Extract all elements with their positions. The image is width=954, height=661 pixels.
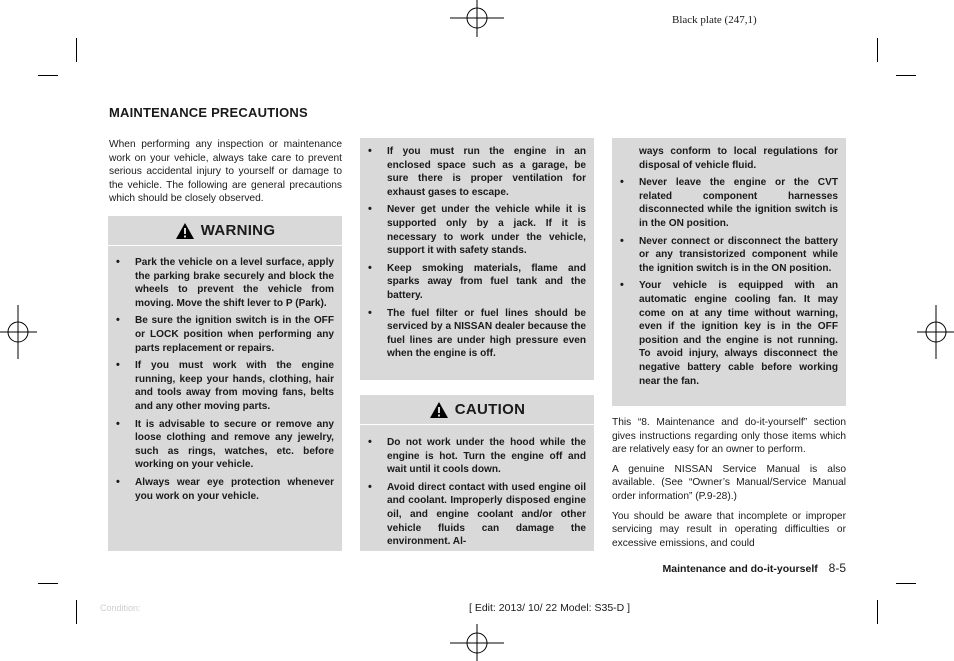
list-item: • The fuel filter or fuel lines should be serviced by a NISSAN dealer because the fuel lines are under high pressure even when the engine is off. (360, 307, 594, 361)
registration-mark-icon (0, 302, 38, 362)
warning-triangle-icon (175, 222, 195, 240)
page-number: 8-5 (828, 561, 846, 575)
crop-mark (877, 600, 878, 624)
list-item: • Never connect or disconnect the battery or any transistorized component while the ignition switch is in the ON position. (612, 235, 846, 276)
section-title: MAINTENANCE PRECAUTIONS (109, 105, 308, 120)
body-paragraph: This “8. Maintenance and do-it-yourself” section gives instructions regarding only those items which are relatively easy for an owner to perform. (612, 417, 846, 456)
list-item: • Never get under the vehicle while it is supported only by a jack. If it is necessary to work under the vehicle, support it with safety stands. (360, 203, 594, 257)
list-item: • Be sure the ignition switch is in the OFF or LOCK position when performing any parts replacement or repairs. (108, 314, 342, 355)
list-item: • If you must run the engine in an enclosed space such as a garage, be sure there is proper ventilation for exhaust gases to escape. (360, 145, 594, 199)
warning-body-col1 (108, 246, 342, 551)
list-item: • Never leave the engine or the CVT related component harnesses disconnected while the ignition switch is in the ON position. (612, 176, 846, 230)
warning-header (108, 216, 342, 246)
caution-body-col2 (360, 425, 594, 551)
body-paragraph: You should be aware that incomplete or improper servicing may result in operating difficulties or excessive emissions, and could (612, 510, 846, 549)
body-paragraph: A genuine NISSAN Service Manual is also available. (See “Owner’s Manual/Service Manual order information” (P.9-28).) (612, 463, 846, 502)
list-item: • If you must work with the engine running, keep your hands, clothing, hair and tools away from moving fans, belts and any other moving parts. (108, 359, 342, 413)
footer-section-name: Maintenance and do-it-yourself (662, 563, 818, 575)
crop-mark (76, 38, 77, 62)
page-footer (600, 561, 846, 575)
warning-label: WARNING (200, 222, 276, 239)
crop-mark (76, 600, 77, 624)
crop-mark (896, 583, 916, 584)
body-text (612, 416, 846, 556)
registration-mark-icon (916, 302, 954, 362)
crop-mark (896, 75, 916, 76)
registration-mark-icon (447, 0, 507, 38)
caution-header (360, 395, 594, 425)
crop-mark (38, 75, 58, 76)
warning-body-col2 (360, 138, 594, 380)
intro-text: When performing any inspection or maintenance work on your vehicle, always take care to prevent serious accidental injury to yourself or damage to the vehicle. The following are general precautions which should be closely observed. (109, 139, 342, 205)
crop-mark (38, 583, 58, 584)
intro-paragraph (109, 138, 342, 212)
registration-mark-icon (447, 623, 507, 661)
crop-mark (877, 38, 878, 62)
list-item: • It is advisable to secure or remove any loose clothing and remove any jewelry, such as rings, watches, etc. before working on your vehicle. (108, 418, 342, 472)
list-item: • Always wear eye protection whenever you work on your vehicle. (108, 476, 342, 503)
warning-triangle-icon (429, 401, 449, 419)
list-item: • Avoid direct contact with used engine oil and coolant. Improperly disposed engine oil, and engine coolant and/or other vehicle fluids can damage the environment. Al- (360, 481, 594, 549)
list-item: • Keep smoking materials, flame and sparks away from fuel tank and the battery. (360, 262, 594, 303)
plate-label: Black plate (247,1) (672, 14, 757, 26)
edit-info: [ Edit: 2013/ 10/ 22 Model: S35-D ] (469, 602, 631, 614)
list-item: • Park the vehicle on a level surface, apply the parking brake securely and block the wheels to prevent the vehicle from moving. Move the shift lever to P (Park). (108, 256, 342, 310)
caution-continuation: ways conform to local regulations for disposal of vehicle fluid. (639, 146, 838, 171)
caution-body-col3 (612, 138, 846, 406)
caution-label: CAUTION (454, 401, 526, 418)
condition-label: Condition: (100, 603, 141, 613)
list-item: • Do not work under the hood while the engine is hot. Turn the engine off and wait until it cools down. (360, 436, 594, 477)
list-item: • Your vehicle is equipped with an automatic engine cooling fan. It may come on at any time without warning, even if the ignition key is in the OFF position and the engine is not running. To avoid injury, always disconnect the negative battery cable before working near the fan. (612, 279, 846, 388)
